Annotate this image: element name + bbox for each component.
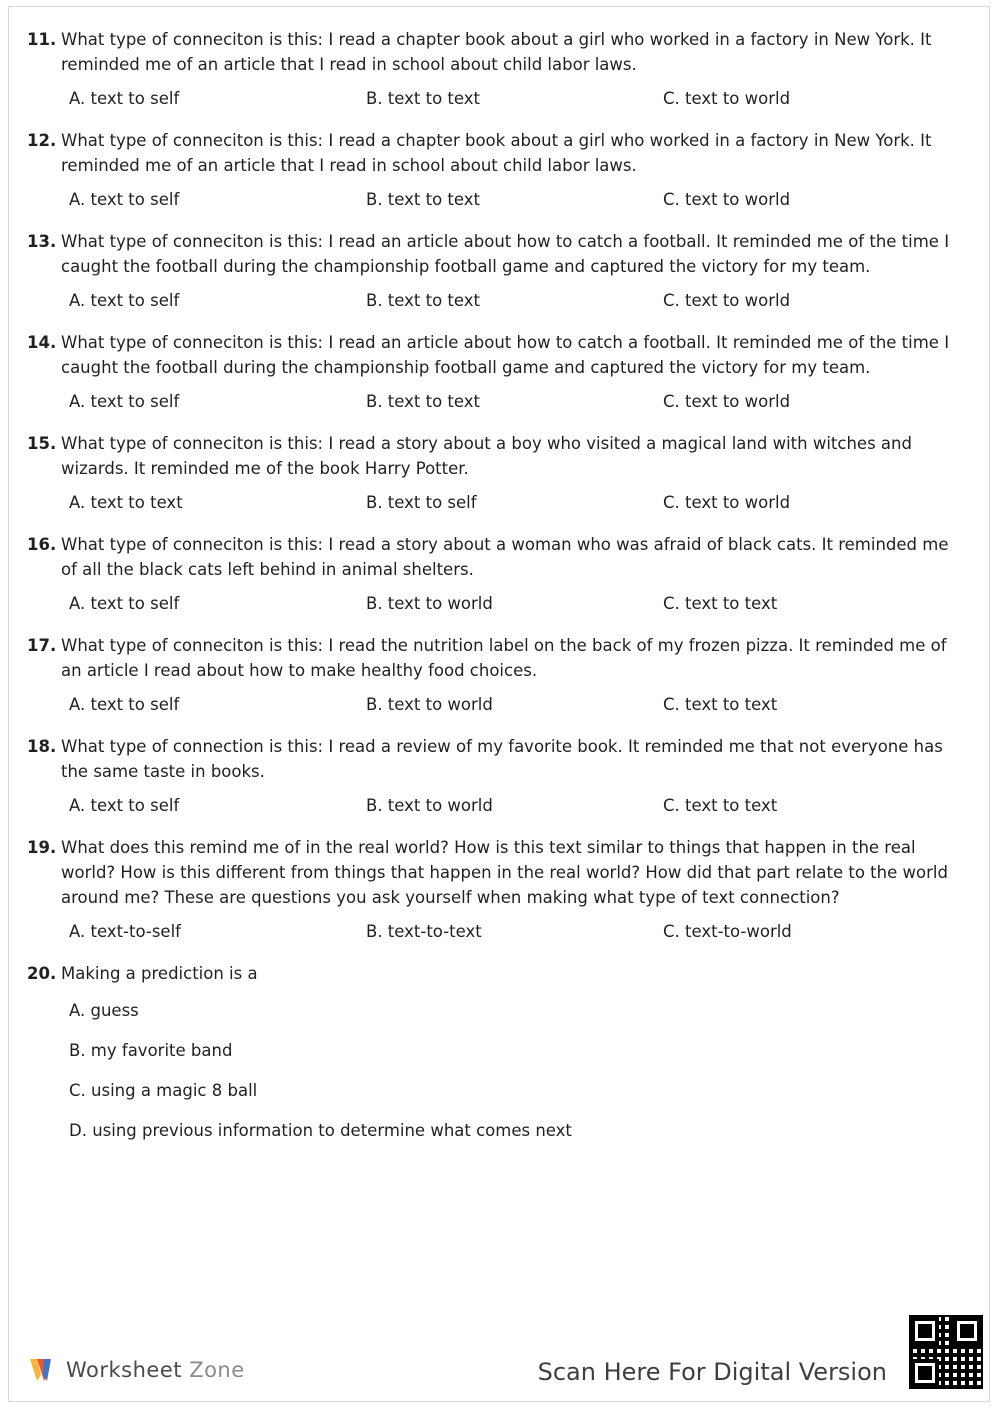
answer-choice[interactable]: B. text to world [366,594,493,613]
answer-choice[interactable]: C. text to text [663,594,778,613]
question-line [27,734,967,784]
answer-choices [27,1000,967,1142]
answer-choice[interactable]: C. text to world [663,493,791,512]
question-block [27,229,967,312]
answer-choice[interactable]: A. text to self [69,594,180,613]
answer-choices [27,189,967,211]
answer-choice[interactable]: C. text to text [663,695,778,714]
question-text: What type of connection is this: I read a review of my favorite book. It reminded me that not everyone has the same taste in books. [61,737,943,781]
question-block [27,734,967,817]
question-text: What type of conneciton is this: I read the nutrition label on the back of my frozen pizza. It reminded me of an article I read about how to make healthy food choices. [61,636,947,680]
answer-choices [27,290,967,312]
logo-text [66,1358,245,1382]
logo-mark-icon [27,1355,57,1385]
answer-choice[interactable]: A. text to self [69,392,180,411]
answer-choice[interactable]: B. text to self [366,493,477,512]
question-text: What type of conneciton is this: I read an article about how to catch a football. It reminded me of the time I caught the football during the championship football game and captured the victory for my team. [61,232,950,276]
answer-choice[interactable]: A. text to self [69,796,180,815]
answer-choices [27,795,967,817]
answer-choice[interactable]: B. text to text [366,392,480,411]
answer-choices [27,88,967,110]
questions-container [27,27,967,1160]
question-text: What type of conneciton is this: I read a story about a boy who visited a magical land with witches and wizards. It reminded me of the book Harry Potter. [61,434,912,478]
question-line [27,330,967,380]
question-block [27,961,967,1142]
question-text: What type of conneciton is this: I read a chapter book about a girl who worked in a factory in New York. It reminded me of an article that I read in school about child labor laws. [61,131,932,175]
answer-choice[interactable]: B. text-to-text [366,922,482,941]
question-number: 20. [27,964,57,983]
answer-choice[interactable]: A. text to self [69,291,180,310]
question-line [27,961,967,986]
question-line [27,532,967,582]
question-block [27,532,967,615]
answer-choices [27,593,967,615]
logo-text-primary: Worksheet [66,1358,183,1382]
question-block [27,835,967,943]
question-number: 11. [27,30,57,49]
question-number: 17. [27,636,57,655]
answer-choice[interactable]: A. text to self [69,695,180,714]
logo-text-secondary: Zone [182,1358,245,1382]
question-block [27,128,967,211]
answer-choices [27,492,967,514]
answer-choice[interactable]: B. text to world [366,695,493,714]
question-line [27,633,967,683]
question-line [27,431,967,481]
answer-choice[interactable]: C. text to world [663,190,791,209]
question-number: 12. [27,131,57,150]
answer-choice[interactable]: C. text-to-world [663,922,792,941]
question-line [27,27,967,77]
answer-choice[interactable]: A. text to text [69,493,183,512]
answer-choice[interactable]: C. text to text [663,796,778,815]
question-number: 15. [27,434,57,453]
question-text: What does this remind me of in the real world? How is this text similar to things that happen in the real world? How is this different from things that happen in the real world? How did that part relate to the world around me? These are questions you ask yourself when making what type of text connection? [61,838,948,907]
question-block [27,633,967,716]
answer-choices [27,694,967,716]
answer-choice[interactable]: C. text to world [663,291,791,310]
scan-here-text: Scan Here For Digital Version [537,1358,887,1386]
answer-choice[interactable]: B. text to text [366,89,480,108]
question-number: 14. [27,333,57,352]
question-line [27,128,967,178]
question-line [27,229,967,279]
answer-choice[interactable]: B. text to text [366,190,480,209]
question-block [27,27,967,110]
answer-choice[interactable]: C. text to world [663,392,791,411]
answer-choice[interactable]: B. text to text [366,291,480,310]
answer-choice[interactable]: C. text to world [663,89,791,108]
question-number: 13. [27,232,57,251]
question-block [27,330,967,413]
answer-choice[interactable]: B. my favorite band [69,1041,233,1060]
answer-choice[interactable]: D. using previous information to determine what comes next [69,1121,572,1140]
question-number: 18. [27,737,57,756]
answer-choice[interactable]: A. text to self [69,89,180,108]
question-line [27,835,967,910]
page-footer [9,1323,991,1393]
worksheet-page [8,6,990,1402]
question-number: 16. [27,535,57,554]
question-text: What type of conneciton is this: I read a story about a woman who was afraid of black cats. It reminded me of all the black cats left behind in animal shelters. [61,535,949,579]
question-text: Making a prediction is a [61,964,258,983]
question-block [27,431,967,514]
answer-choice[interactable]: C. using a magic 8 ball [69,1081,258,1100]
answer-choice[interactable]: A. guess [69,1001,139,1020]
answer-choices [27,921,967,943]
worksheet-zone-logo [27,1355,245,1385]
question-number: 19. [27,838,57,857]
answer-choice[interactable]: A. text-to-self [69,922,181,941]
answer-choices [27,391,967,413]
answer-choice[interactable]: A. text to self [69,190,180,209]
question-text: What type of conneciton is this: I read an article about how to catch a football. It reminded me of the time I caught the football during the championship football game and captured the victory for my team. [61,333,950,377]
qr-code[interactable] [909,1315,983,1389]
question-text: What type of conneciton is this: I read a chapter book about a girl who worked in a factory in New York. It reminded me of an article that I read in school about child labor laws. [61,30,932,74]
answer-choice[interactable]: B. text to world [366,796,493,815]
